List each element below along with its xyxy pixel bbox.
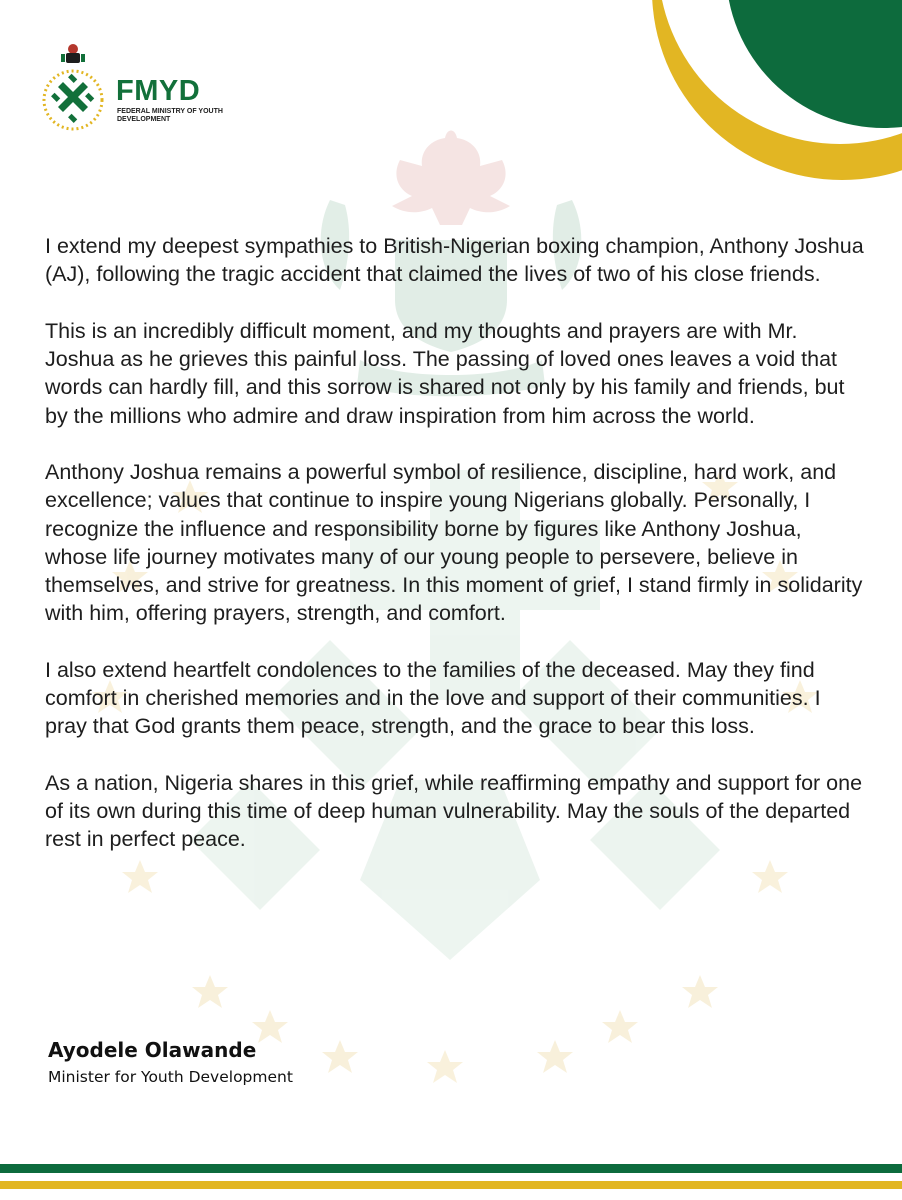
signatory-title: Minister for Youth Development	[48, 1068, 293, 1086]
ministry-logo	[38, 40, 228, 140]
logo-subtitle: FEDERAL MINISTRY OF YOUTH DEVELOPMENT	[117, 108, 223, 123]
statement-paragraph: This is an incredibly difficult moment, and my thoughts and prayers are with Mr. Joshua as he grieves this painful loss. The passing of loved ones leaves a void that words can hardly fill, and this sorrow is shared not only by his family and friends, but by the millions who admire and draw inspiration from him across the world.	[45, 318, 845, 428]
signature-block	[48, 1036, 293, 1088]
footer-gold-bar	[0, 1181, 902, 1189]
logo-title: FMYD	[116, 75, 201, 107]
corner-decoration	[572, 0, 902, 190]
statement-body	[45, 232, 865, 882]
statement-paragraph: As a nation, Nigeria shares in this grief, while reaffirming empathy and support for one of its own during this time of deep human vulnerability. May the souls of the departed rest in perfect peace.	[45, 771, 863, 852]
footer-green-bar	[0, 1164, 902, 1173]
coat-of-arms-icon	[61, 44, 85, 63]
statement-paragraph: I extend my deepest sympathies to British-Nigerian boxing champion, Anthony Joshua (AJ), following the tragic accident that claimed the lives of two of his close friends.	[45, 234, 864, 287]
statement-paragraph: I also extend heartfelt condolences to the families of the deceased. May they find comfort in cherished memories and in the love and support of their communities. I pray that God grants them peace, strength, and the grace to bear this loss.	[45, 657, 821, 739]
signatory-name: Ayodele Olawande	[48, 1038, 257, 1062]
watermark-coat-of-arms-icon	[392, 131, 510, 226]
statement-paragraph: Anthony Joshua remains a powerful symbol of resilience, discipline, hard work, and excellence; values that continue to inspire young Nigerians globally. Personally, I recognize the influence and responsibility borne by figures like Anthony Joshua, whose life journey motivates many of our young people to persevere, believe in themselves, and strive for greatness. In this moment of grief, I stand firmly in solidarity with him, offering prayers, strength, and comfort.	[45, 460, 863, 626]
fmyd-logo-icon	[38, 40, 108, 140]
